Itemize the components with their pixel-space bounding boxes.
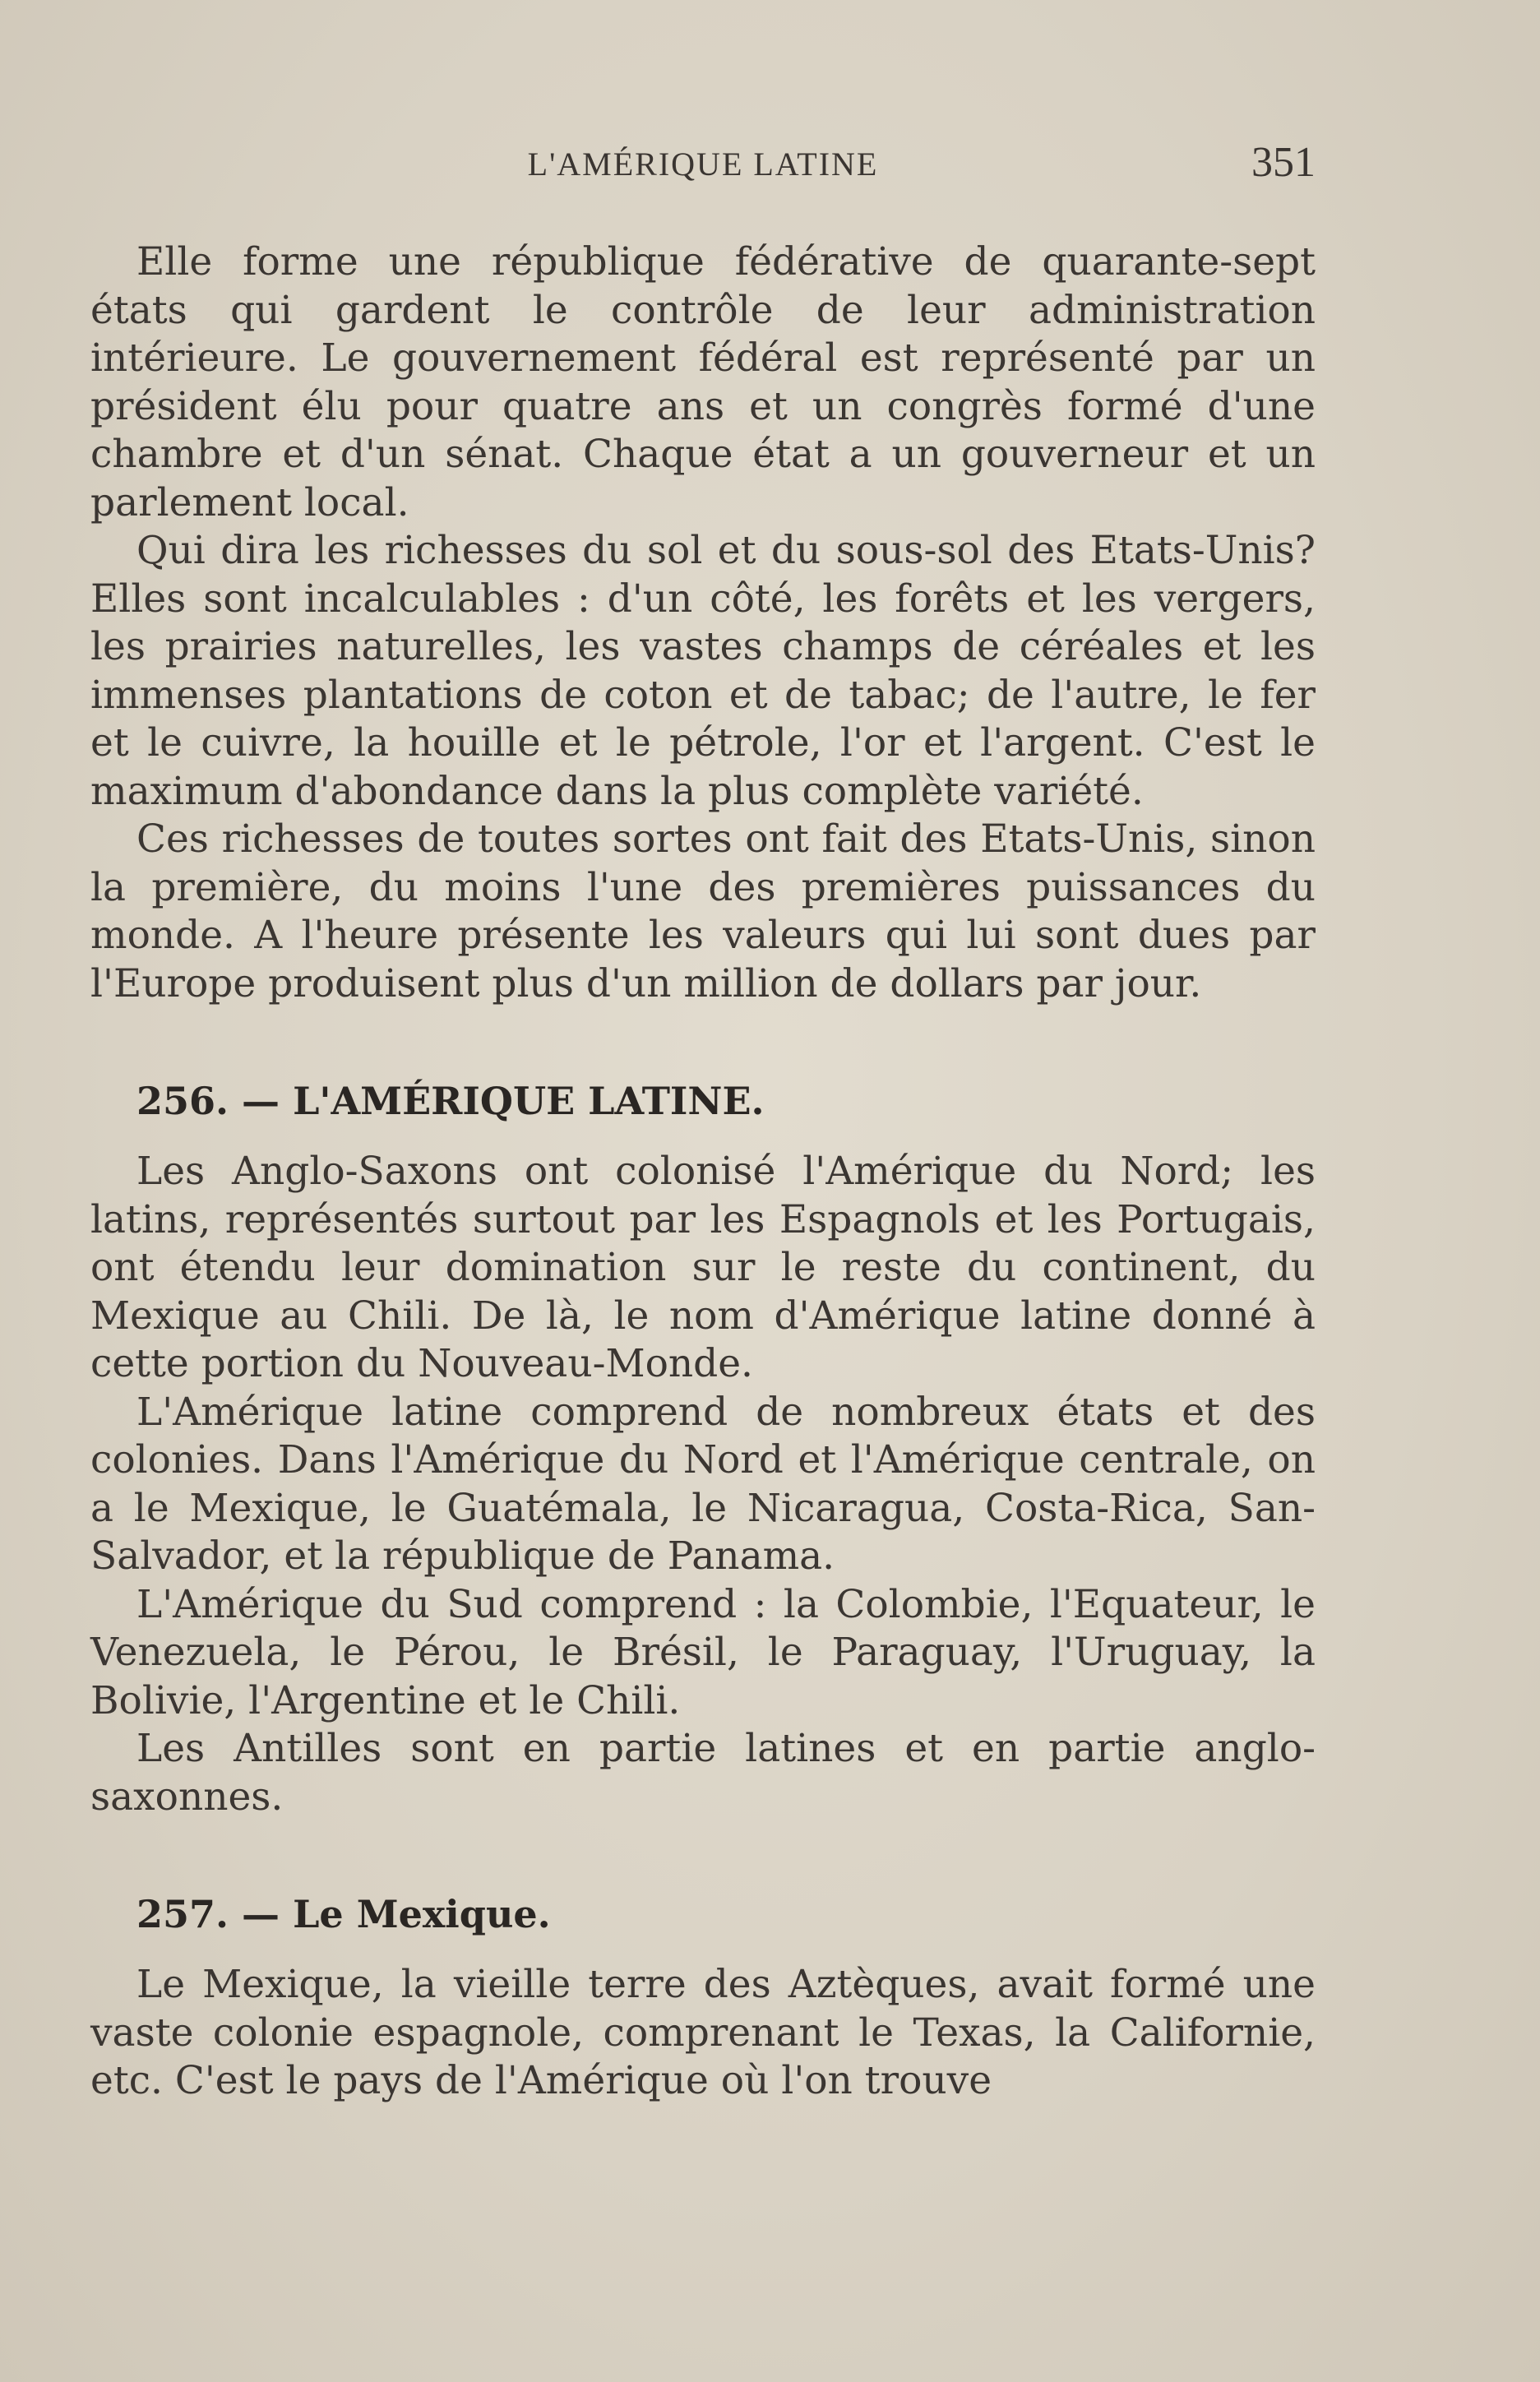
paragraph: Elle forme une république fédérative de quarante-sept états qui gardent le contrôle de leur administration intérieure. Le gouvernement fédéral est représenté par un président élu pour quatre ans et un congrès formé d'une chambre et d'un sénat. Chaque état a un gouverneur et un parlement local. [90, 239, 1316, 525]
page-number: 351 [1251, 139, 1316, 186]
paragraph: Qui dira les richesses du sol et du sous-sol des Etats-Unis? Elles sont incalculables : d'un côté, les forêts et les vergers, les prairies naturelles, les vastes champs de céréales et les immenses plantations de coton et de tabac; de l'autre, le fer et le cuivre, la houille et le pétrole, l'or et l'argent. C'est le maximum d'abondance dans la plus complète variété. [90, 528, 1316, 814]
paragraph: Le Mexique, la vieille terre des Aztèques, avait formé une vaste colonie espagnole, comprenant le Texas, la Californie, etc. C'est le pays de l'Amérique où l'on trouve [90, 1962, 1316, 2103]
page-header [90, 138, 1316, 196]
paragraph: L'Amérique du Sud comprend : la Colombie, l'Equateur, le Venezuela, le Pérou, le Brésil, le Paraguay, l'Uruguay, la Bolivie, l'Argentine et le Chili. [90, 1581, 1316, 1723]
section-heading-257: 257. — Le Mexique. [136, 1892, 551, 1936]
paragraph: Les Antilles sont en partie latines et en partie anglo-saxonnes. [90, 1726, 1316, 1820]
section-heading-256: 256. — L'AMÉRIQUE LATINE. [136, 1079, 765, 1123]
running-title: L'AMÉRIQUE LATINE [527, 146, 879, 183]
paragraph: L'Amérique latine comprend de nombreux états et des colonies. Dans l'Amérique du Nord et l'Amérique centrale, on a le Mexique, le Guatémala, le Nicaragua, Costa-Rica, San-Salvador, et la république de Panama. [90, 1389, 1316, 1579]
body-text [90, 238, 1316, 2106]
paragraph: Les Anglo-Saxons ont colonisé l'Amérique du Nord; les latins, représentés surtout par les Espagnols et les Portugais, ont étendu leur domination sur le reste du continent, du Mexique au Chili. De là, le nom d'Amérique latine donné à cette portion du Nouveau-Monde. [90, 1149, 1316, 1386]
paragraph: Ces richesses de toutes sortes ont fait des Etats-Unis, sinon la première, du moins l'une des premières puissances du monde. A l'heure présente les valeurs qui lui sont dues par l'Europe produisent plus d'un million de dollars par jour. [90, 816, 1316, 1006]
